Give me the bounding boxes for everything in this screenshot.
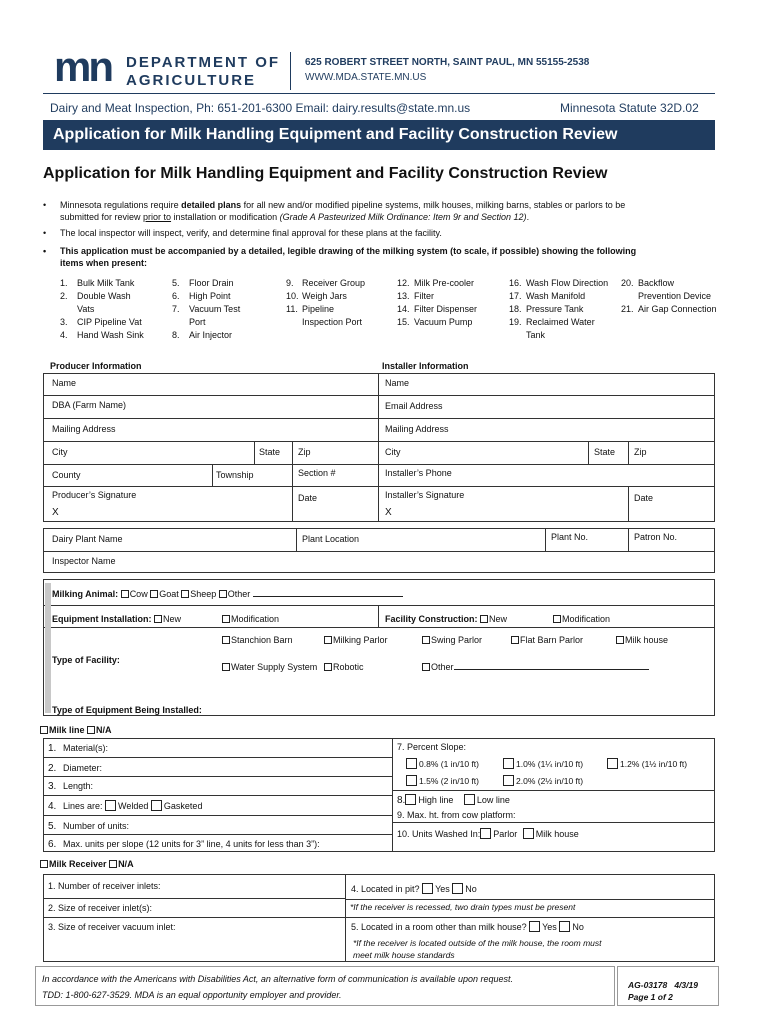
installer-zip[interactable]: Zip — [634, 447, 647, 457]
milk-house-wash-checkbox[interactable] — [523, 828, 534, 839]
producer-section[interactable]: Section # — [298, 468, 336, 478]
type-equipment-label: Type of Equipment Being Installed: — [52, 705, 202, 715]
facility-other: Other — [422, 662, 649, 672]
stanchion-checkbox[interactable] — [222, 636, 230, 644]
slope-opt-2: 1.0% (1¼ in/10 ft) — [503, 758, 583, 769]
receiver-inlets[interactable]: 1. Number of receiver inlets: — [48, 881, 161, 891]
high-line-checkbox[interactable] — [405, 794, 416, 805]
header-contact: Dairy and Meat Inspection, Ph: 651-201-6300 Email: dairy.results@state.mn.us — [50, 101, 471, 115]
facility-other-checkbox[interactable] — [422, 663, 430, 671]
stanchion-barn: Stanchion Barn — [222, 635, 293, 645]
parlor-checkbox[interactable] — [480, 828, 491, 839]
receiver-checkbox[interactable] — [40, 860, 48, 868]
units-washed-row: 10. Units Washed In: Parlor Milk house — [397, 829, 579, 839]
facility-construction-row: Facility Construction: New — [385, 614, 508, 624]
installer-email[interactable]: Email Address — [385, 401, 443, 411]
room-note-1: *If the receiver is located outside of the milk house, the room must — [353, 938, 602, 948]
pit-no-checkbox[interactable] — [452, 883, 463, 894]
ml-length[interactable]: 3. Length: — [48, 781, 94, 792]
percent-slope-label: 7. Percent Slope: — [397, 742, 467, 752]
receiver-room: 5. Located in a room other than milk house? Yes No — [351, 922, 584, 932]
banner-text: Application for Milk Handling Equipment and Facility Construction Review — [53, 126, 618, 143]
water-supply-checkbox[interactable] — [222, 663, 230, 671]
milk-receiver-heading: Milk Receiver N/A — [40, 859, 134, 869]
logo-line1: DEPARTMENT OF — [126, 54, 281, 71]
slope-opt-5: 2.0% (2½ in/10 ft) — [503, 775, 583, 786]
type-of-facility-label: Type of Facility: — [52, 655, 120, 665]
slope-1-checkbox[interactable] — [406, 758, 417, 769]
equip-mod-checkbox[interactable] — [222, 615, 230, 623]
facility-left-rail — [45, 583, 51, 713]
water-supply: Water Supply System — [222, 662, 317, 672]
page-number: Page 1 of 2 — [628, 992, 673, 1002]
items-col-6: 20. Backflow Prevention Device 21. Air Gap Connection — [621, 278, 717, 314]
plant-location[interactable]: Plant Location — [302, 534, 360, 544]
milking-parlor: Milking Parlor — [324, 635, 388, 645]
max-height[interactable]: 9. Max. ht. from cow platform: — [397, 810, 516, 820]
footer-ada-2: TDD: 1-800-627-3529. MDA is an equal opportunity employer and provider. — [42, 990, 342, 1000]
cow-checkbox[interactable] — [121, 590, 129, 598]
installer-sign-x: X — [385, 507, 392, 518]
header-address: 625 ROBERT STREET NORTH, SAINT PAUL, MN 55155-2538 — [305, 57, 590, 68]
page-title: Application for Milk Handling Equipment and Facility Construction Review — [43, 165, 608, 182]
bullet-1: • Minnesota regulations require detailed plans for all new and/or modified pipeline systems, milk houses, milking barns, stables or parlors to be submitted for review prior to installation or modification (Grade A Pasteurized Milk Ordinance: Item 9r and Section 12). — [43, 200, 626, 222]
installer-phone[interactable]: Installer’s Phone — [385, 468, 452, 478]
producer-sign-x: X — [52, 507, 59, 518]
installer-city[interactable]: City — [385, 447, 401, 457]
producer-city[interactable]: City — [52, 447, 68, 457]
other-animal-line[interactable] — [253, 596, 403, 597]
producer-heading: Producer Information — [50, 361, 142, 371]
milking-parlor-checkbox[interactable] — [324, 636, 332, 644]
inspector-name[interactable]: Inspector Name — [52, 556, 116, 566]
header-website: WWW.MDA.STATE.MN.US — [305, 72, 427, 83]
bullet-3: • This application must be accompanied by a detailed, legible drawing of the milking system (to scale, if possible) showing the following items when present: — [43, 246, 637, 268]
slope-opt-3: 1.2% (1½ in/10 ft) — [607, 758, 687, 769]
facility-milk-house: Milk house — [616, 635, 668, 645]
producer-signature[interactable]: Producer’s Signature — [52, 490, 137, 500]
ml-materials[interactable]: 1. Material(s): — [48, 743, 109, 754]
milking-animal-row: Milking Animal: Cow Goat Sheep Other — [52, 589, 403, 599]
welded-checkbox[interactable] — [105, 800, 116, 811]
receiver-vacuum-inlet[interactable]: 3. Size of receiver vacuum inlet: — [48, 922, 176, 932]
swing-parlor: Swing Parlor — [422, 635, 482, 645]
pit-note: *If the receiver is recessed, two drain types must be present — [350, 902, 576, 912]
producer-name[interactable]: Name — [52, 378, 77, 388]
receiver-inlet-size[interactable]: 2. Size of receiver inlet(s): — [48, 903, 153, 913]
other-animal-checkbox[interactable] — [219, 590, 227, 598]
items-col-5: 16. Wash Flow Direction 17. Wash Manifold 18. Pressure Tank 19. Reclaimed Water Tank — [509, 278, 609, 340]
goat-checkbox[interactable] — [150, 590, 158, 598]
milk-line-checkbox[interactable] — [40, 726, 48, 734]
producer-date[interactable]: Date — [298, 493, 318, 503]
milk-house-checkbox[interactable] — [616, 636, 624, 644]
items-col-4: 12. Milk Pre-cooler 13. Filter 14. Filter Dispenser 15. Vacuum Pump — [397, 278, 478, 327]
line-height-row: 8. High line Low line — [397, 795, 510, 806]
pit-yes-checkbox[interactable] — [422, 883, 433, 894]
producer-state[interactable]: State — [259, 447, 281, 457]
logo-mark: mn — [54, 43, 111, 90]
installer-date[interactable]: Date — [634, 493, 654, 503]
header-rule — [43, 93, 715, 94]
fac-modification: Modification — [553, 614, 610, 624]
equip-modification: Modification — [222, 614, 279, 624]
sheep-checkbox[interactable] — [181, 590, 189, 598]
slope-opt-4: 1.5% (2 in/10 ft) — [406, 775, 479, 786]
slope-5-checkbox[interactable] — [503, 775, 514, 786]
installer-name[interactable]: Name — [385, 378, 410, 388]
slope-opt-1: 0.8% (1 in/10 ft) — [406, 758, 479, 769]
room-no-checkbox[interactable] — [559, 921, 570, 932]
footer-ada-1: In accordance with the Americans with Disabilities Act, an alternative form of communication is available upon request. — [42, 974, 514, 984]
facility-table — [43, 579, 715, 716]
fac-new-checkbox[interactable] — [480, 615, 488, 623]
receiver-pit: 4. Located in pit? Yes No — [351, 884, 477, 894]
producer-county[interactable]: County — [52, 470, 81, 480]
robotic: Robotic — [324, 662, 364, 672]
equipment-installation-row: Equipment Installation: New — [52, 614, 182, 624]
form-number: AG-03178 4/3/19 — [628, 980, 698, 990]
header-divider — [290, 52, 291, 90]
slope-2-checkbox[interactable] — [503, 758, 514, 769]
footer-box — [35, 966, 615, 1006]
installer-heading: Installer Information — [382, 361, 469, 371]
logo-line2: AGRICULTURE — [126, 72, 257, 89]
items-col-2: 5. Floor Drain 6. High Point 7. Vacuum Test Port 8. Air Injector — [172, 278, 241, 340]
installer-state[interactable]: State — [594, 447, 616, 457]
installer-signature[interactable]: Installer’s Signature — [385, 490, 465, 500]
equip-new-checkbox[interactable] — [154, 615, 162, 623]
ml-diameter[interactable]: 2. Diameter: — [48, 763, 103, 774]
header-statute: Minnesota Statute 32D.02 — [560, 101, 699, 115]
bullet-2: • The local inspector will inspect, verify, and determine final approval for these plans at the facility. — [43, 228, 442, 238]
dairy-plant-name[interactable]: Dairy Plant Name — [52, 534, 123, 544]
fac-mod-checkbox[interactable] — [553, 615, 561, 623]
ml-num-units[interactable]: 5. Number of units: — [48, 821, 130, 832]
producer-zip[interactable]: Zip — [298, 447, 311, 457]
swing-parlor-checkbox[interactable] — [422, 636, 430, 644]
milk-line-na-checkbox[interactable] — [87, 726, 95, 734]
producer-mailing[interactable]: Mailing Address — [52, 424, 116, 434]
items-col-1: 1. Bulk Milk Tank 2. Double Wash Vats 3. CIP Pipeline Vat 4. Hand Wash Sink — [60, 278, 144, 340]
items-col-3: 9. Receiver Group 10. Weigh Jars 11. Pipeline Inspection Port — [286, 278, 366, 327]
installer-mailing[interactable]: Mailing Address — [385, 424, 449, 434]
room-yes-checkbox[interactable] — [529, 921, 540, 932]
facility-other-line[interactable] — [454, 669, 649, 670]
receiver-na-checkbox[interactable] — [109, 860, 117, 868]
robotic-checkbox[interactable] — [324, 663, 332, 671]
slope-3-checkbox[interactable] — [607, 758, 618, 769]
room-note-2: meet milk house standards — [353, 950, 455, 960]
flat-barn-parlor: Flat Barn Parlor — [511, 635, 583, 645]
producer-dba[interactable]: DBA (Farm Name) — [52, 400, 127, 410]
ml-max-units[interactable]: 6. Max. units per slope (12 units for 3” line, 4 units for less than 3”): — [48, 839, 320, 850]
patron-no[interactable]: Patron No. — [634, 532, 678, 542]
gasketed-checkbox[interactable] — [151, 800, 162, 811]
slope-4-checkbox[interactable] — [406, 775, 417, 786]
ml-lines-are: 4. Lines are: Welded Gasketed — [48, 801, 203, 812]
producer-township[interactable]: Township — [216, 470, 254, 480]
milk-line-heading: Milk line N/A — [40, 725, 112, 735]
plant-no[interactable]: Plant No. — [551, 532, 589, 542]
flat-barn-checkbox[interactable] — [511, 636, 519, 644]
low-line-checkbox[interactable] — [464, 794, 475, 805]
title-banner — [43, 120, 715, 150]
mda-logo — [52, 43, 284, 92]
